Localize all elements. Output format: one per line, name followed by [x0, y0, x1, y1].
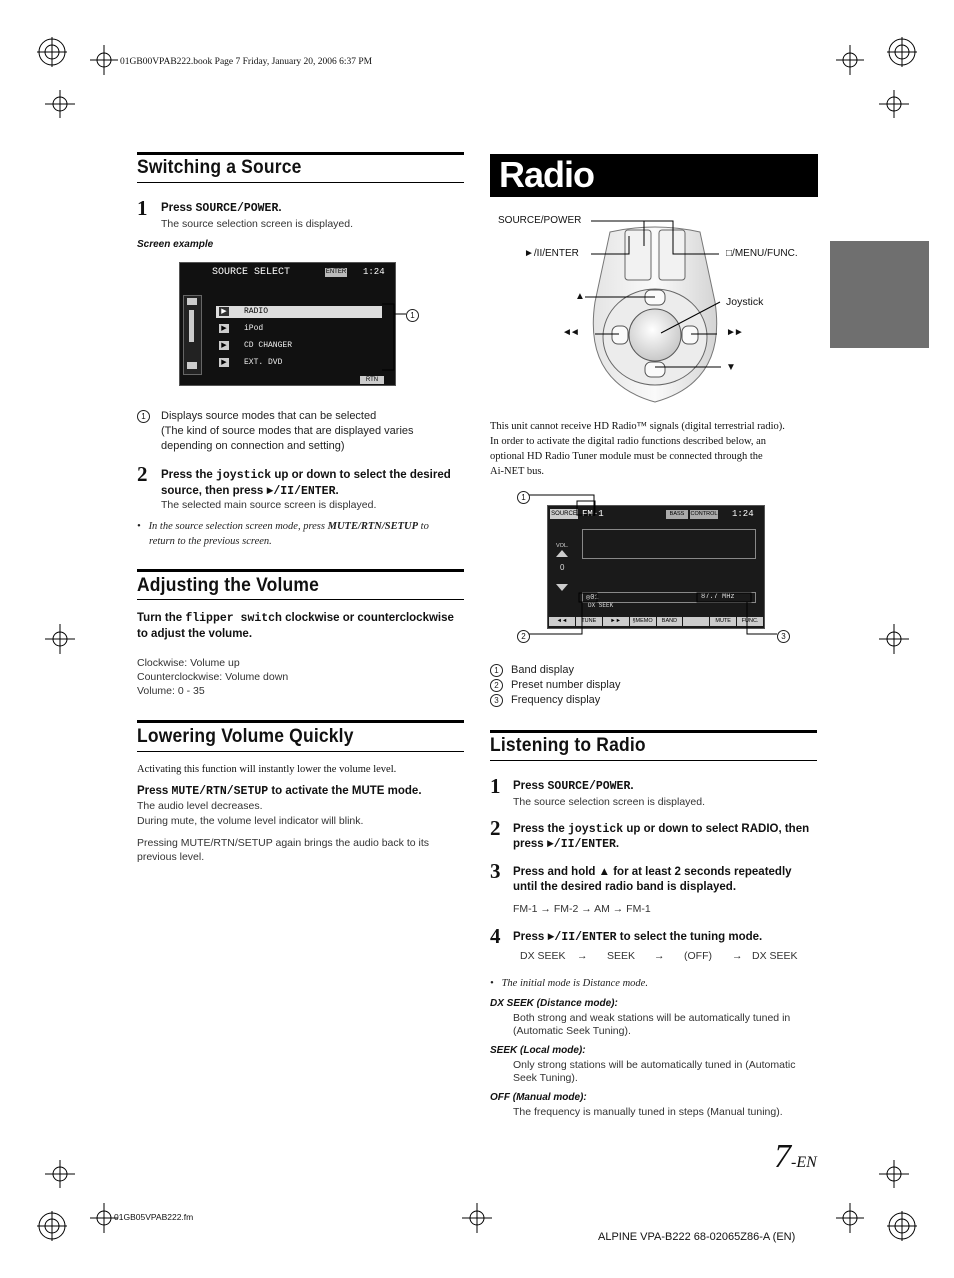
volume-text: Counterclockwise: Volume down — [137, 671, 289, 683]
lowering-title: Lowering Volume Quickly — [137, 726, 354, 747]
play-icon: ▶ — [219, 307, 229, 316]
step-instruction: Press the joystick up or down to select RADIO, then — [513, 823, 810, 836]
step-number: 2 — [490, 816, 501, 840]
callout-2: 2 — [517, 628, 538, 646]
bullet-note: return to the previous screen. — [149, 536, 272, 547]
section-rule — [137, 720, 464, 723]
bass-badge: BASS — [666, 510, 688, 519]
lowering-desc: During mute, the volume level indicator will blink. — [137, 815, 364, 827]
soft-key[interactable]: FUNC. — [737, 617, 763, 626]
volume-title: Adjusting the Volume — [137, 575, 320, 596]
step-instruction: source, then press ►/II/ENTER. — [161, 485, 339, 498]
soft-key[interactable]: TUNE — [576, 617, 602, 626]
screen-title: SOURCE SELECT — [212, 267, 291, 278]
radio-callout-lines — [515, 485, 795, 650]
note-1: 1 — [137, 410, 158, 423]
clock: 1:24 — [363, 267, 385, 277]
play-icon: ▶ — [219, 324, 229, 333]
listening-title: Listening to Radio — [490, 735, 646, 756]
page-number: 7-EN — [774, 1138, 817, 1175]
dx-seek-text: (Automatic Seek Tuning). — [513, 1025, 631, 1037]
step-number: 1 — [137, 196, 148, 220]
step-description: The selected main source screen is displayed. — [161, 499, 377, 511]
section-rule — [137, 751, 464, 752]
step-instruction: until the desired radio band is displayed. — [513, 881, 737, 893]
section-rule — [490, 760, 817, 761]
initial-mode-note: • The initial mode is Distance mode. — [490, 978, 648, 989]
lowering-para: Pressing MUTE/RTN/SETUP again brings the audio back to its — [137, 837, 429, 849]
radio-intro: Ai-NET bus. — [490, 466, 545, 477]
lowering-desc: The audio level decreases. — [137, 800, 263, 812]
note-1-text: Displays source modes that can be selected — [161, 410, 377, 422]
step-description: The source selection screen is displayed. — [161, 218, 354, 230]
section-rule — [137, 152, 464, 155]
prev-icon: ◄◄ — [562, 327, 578, 338]
preset-number: ◎01 — [586, 594, 599, 602]
list-item-selected[interactable]: ▶ RADIO — [216, 306, 382, 318]
clock: 1:24 — [732, 509, 754, 519]
step-instruction: press ►/II/ENTER. — [513, 838, 620, 851]
radio-intro: In order to activate the digital radio functions described below, an — [490, 436, 767, 447]
note-1-text: (The kind of source modes that are displayed varies — [161, 425, 414, 437]
seek-text: Seek Tuning). — [513, 1072, 578, 1084]
off-text: The frequency is manually tuned in steps (Manual tuning). — [513, 1106, 783, 1118]
tuning-mode: DX SEEK — [588, 602, 614, 609]
note-1-text: depending on connection and setting) — [161, 440, 345, 452]
radio-intro: optional HD Radio Tuner module must be connected through the — [490, 451, 763, 462]
soft-key[interactable]: §MEMO — [630, 617, 656, 626]
step-number: 3 — [490, 859, 501, 883]
play-icon: ▶ — [219, 358, 229, 367]
step-number: 2 — [137, 462, 148, 486]
side-tab — [830, 241, 929, 348]
off-title: OFF (Manual mode): — [490, 1092, 587, 1103]
callout-1: 1 — [517, 489, 538, 507]
radio-banner — [490, 154, 818, 197]
label-enter: ►/II/ENTER — [524, 248, 579, 259]
enter-badge: ENTER — [325, 269, 347, 275]
step-description: The source selection screen is displayed. — [513, 796, 706, 808]
switching-title: Switching a Source — [137, 157, 302, 178]
down-arrow-icon: ▼ — [726, 362, 736, 373]
section-rule — [490, 730, 817, 733]
step-instruction: Press and hold ▲ for at least 2 seconds repeatedly — [513, 866, 792, 878]
source-button[interactable]: SOURCE — [551, 511, 577, 517]
bullet-note: • In the source selection screen mode, press MUTE/RTN/SETUP to — [137, 521, 429, 532]
soft-key[interactable]: BAND — [657, 617, 683, 626]
seek-title: SEEK (Local mode): — [490, 1045, 586, 1056]
file-stamp: 01GB00VPAB222.book Page 7 Friday, January 20, 2006 6:37 PM — [120, 57, 373, 67]
control-badge: CONTROL — [690, 511, 718, 517]
footer-model: ALPINE VPA-B222 68-02065Z86-A (EN) — [598, 1231, 796, 1243]
step-number: 4 — [490, 924, 501, 948]
controller-illustration — [495, 212, 815, 410]
band-sequence: FM-1 → FM-2 → AM → FM-1 — [513, 903, 651, 915]
rtn-button[interactable]: RTN — [360, 376, 384, 384]
section-rule — [137, 182, 464, 183]
step-number: 1 — [490, 774, 501, 798]
vol-value: 0 — [560, 563, 565, 572]
radio-legend — [490, 663, 620, 708]
soft-key[interactable]: MUTE — [710, 617, 736, 626]
play-icon: ▶ — [219, 341, 229, 350]
legend-item: 1 Band display — [490, 663, 620, 678]
lowering-para: previous level. — [137, 851, 205, 863]
step-instruction: Press SOURCE/POWER. — [513, 780, 634, 793]
lowering-intro: Activating this function will instantly lower the volume level. — [137, 764, 397, 775]
dx-seek-title: DX SEEK (Distance mode): — [490, 998, 618, 1009]
section-rule — [137, 599, 464, 600]
volume-text: Volume: 0 - 35 — [137, 685, 205, 697]
volume-instruction: to adjust the volume. — [137, 628, 253, 640]
radio-intro: This unit cannot receive HD Radio™ signals (digital terrestrial radio). — [490, 421, 785, 432]
label-menu: □/MENU/FUNC. — [726, 248, 798, 259]
frequency: 87.7 MHz — [701, 593, 735, 601]
legend-item: 2 Preset number display — [490, 678, 620, 693]
footer-file: 01GB05VPAB222.fm — [114, 1212, 194, 1222]
legend-item: 3 Frequency display — [490, 693, 620, 708]
band-display: FM-1 — [582, 509, 604, 519]
dx-seek-text: Both strong and weak stations will be automatically tuned in — [513, 1012, 791, 1024]
radio-title: Radio — [499, 154, 595, 195]
step-instruction: Press ►/II/ENTER to select the tuning mode. — [513, 931, 763, 944]
lowering-instruction: Press MUTE/RTN/SETUP to activate the MUTE mode. — [137, 785, 422, 798]
next-icon: ►► — [726, 327, 742, 338]
list-item[interactable]: ▶ EXT. DVD — [216, 357, 382, 369]
soft-key[interactable]: ◄◄ — [549, 617, 575, 626]
screen-example-label: Screen example — [137, 239, 214, 250]
seek-text: Only strong stations will be automatically tuned in (Automatic — [513, 1059, 796, 1071]
section-rule — [137, 569, 464, 572]
list-item[interactable]: ▶ iPod — [216, 323, 382, 335]
callout-3: 3 — [777, 628, 798, 646]
step-instruction: Press the joystick up or down to select the desired — [161, 469, 451, 482]
label-joystick: Joystick — [726, 296, 764, 308]
label-source-power: SOURCE/POWER — [498, 215, 582, 226]
volume-text: Clockwise: Volume up — [137, 657, 240, 669]
volume-instruction: Turn the flipper switch clockwise or counterclockwise — [137, 612, 454, 625]
soft-key[interactable]: ►► — [603, 617, 629, 626]
vol-label: VOL. — [556, 543, 569, 549]
source-select-screen — [179, 262, 396, 386]
up-arrow-icon: ▲ — [575, 291, 585, 302]
callout-1: 1 — [406, 307, 427, 325]
list-item[interactable]: ▶ CD CHANGER — [216, 340, 382, 352]
step-instruction: Press SOURCE/POWER. — [161, 202, 282, 215]
scrollbar[interactable] — [183, 295, 202, 375]
